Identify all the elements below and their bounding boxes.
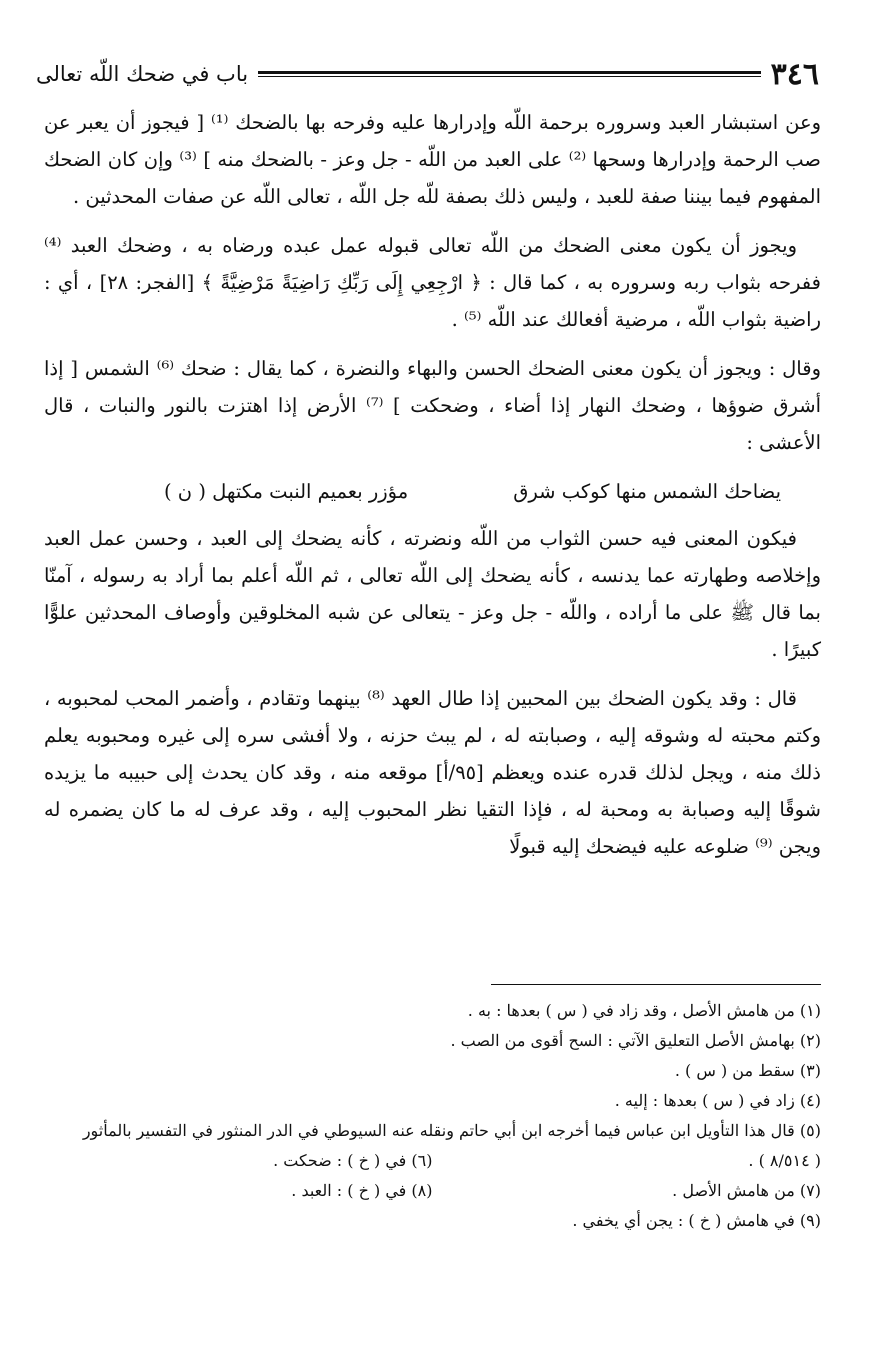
paragraph: وقال : ويجوز أن يكون معنى الضحك الحسن والبهاء والنضرة ، كما يقال : ضحك ⁽⁶⁾ الشمس [ إذا أشرق ضوؤها ، وضحك النهار إذا أضاء ، وضحكت ] ⁽⁷⁾ الأرض إذا اهتزت بالنور والنبات ، قال الأعشى : [44, 357, 821, 454]
poetry-verse [44, 473, 821, 510]
verse-hemistich-2: مؤزر بعميم النبت مكتهل ( ن ) [164, 480, 409, 503]
footnote: (٤) زاد في ( س ) بعدها : إليه . [614, 1091, 821, 1110]
verse-hemistich-1: يضاحك الشمس منها كوكب شرق [513, 480, 781, 503]
footnote: (٣) سقط من ( س ) . [674, 1061, 821, 1080]
paragraph: قال : وقد يكون الضحك بين المحبين إذا طال العهد ⁽⁸⁾ بينهما وتقادم ، وأضمر المحب لمحبوبه ، وكتم محبته له وشوقه إليه ، وصبابته له ، لم يبث حزنه ، ولا أفشى سره إلى غيره ومحبوبه يعلم ذلك منه ، ويجل لذلك قدره عنده ويعظم [٩٥/أ] موقعه منه ، وقد كان يحدث إلى حبيبه ما يزيده شوقًا إليه وصبابة به ومحبة له ، فإذا التقيا نظر المحبوب إليه ، وقد عرف له ما كان يضمره له ويجن ⁽⁹⁾ ضلوعه عليه فيضحك إليه قبولًا [44, 687, 821, 858]
footnote-row [44, 1146, 821, 1176]
footnote: (٩) في هامش ( خ ) : يجن أي يخفي . [572, 1211, 821, 1230]
paragraph: فيكون المعنى فيه حسن الثواب من اللّه ونضرته ، كأنه يضحك إلى العبد ، وحسن عمل العبد وإخلاصه وطهارته عما يدنسه ، كأنه يضحك إلى اللّه تعالى ، ثم اللّه أعلم بما أراد به رسوله ، آمنّا بما قال ﷺ على ما أراده ، واللّه - جل وعز - يتعالى عن شبه المخلوقين وأوصاف المحدثين علوًّا كبيرًا . [44, 527, 821, 661]
footnote: (٨) في ( خ ) : العبد . [291, 1181, 433, 1200]
header-rule [258, 71, 761, 77]
footnote: (٦) في ( خ ) : ضحكت . [273, 1151, 433, 1170]
paragraph: ويجوز أن يكون معنى الضحك من اللّه تعالى قبوله عمل عبده ورضاه به ، وضحك العبد ⁽⁴⁾ ففرحه بثواب ربه وسروره به ، كما قال : ﴿ ارْجِعِي إِلَى رَبِّكِ رَاضِيَةً مَرْضِيَّةً ﴾ [الفجر: ٢٨] ، أي : راضية بثواب اللّه ، مرضية أفعالك عند اللّه ⁽⁵⁾ . [44, 234, 821, 331]
footnotes [44, 996, 821, 1236]
footnote: (٧) من هامش الأصل . [672, 1181, 821, 1200]
footnote-separator [491, 984, 821, 985]
footnote: (١) من هامش الأصل ، وقد زاد في ( س ) بعدها : به . [467, 1001, 821, 1020]
footnote: ( ٨/٥١٤ ) . [748, 1151, 821, 1170]
page-header [36, 56, 819, 92]
running-title: باب في ضحك اللّه تعالى [36, 62, 249, 86]
footnote: (٢) بهامش الأصل التعليق الآتي : السح أقوى من الصب . [450, 1031, 821, 1050]
footnote: (٥) قال هذا التأويل ابن عباس فيما أخرجه ابن أبي حاتم ونقله عنه السيوطي في الدر المنثور في التفسير بالمأثور [82, 1121, 821, 1140]
page-number: ٣٤٦ [770, 56, 819, 92]
paragraph: وعن استبشار العبد وسروره برحمة اللّه وإدرارها عليه وفرحه بها بالضحك ⁽¹⁾ [ فيجوز أن يعبر عن صب الرحمة وإدرارها وسحها ⁽²⁾ على العبد من اللّه - جل وعز - بالضحك منه ] ⁽³⁾ وإن كان الضحك المفهوم فيما بيننا صفة للعبد ، وليس ذلك بصفة للّه جل اللّه ، تعالى اللّه عن صفات المحدثين . [44, 111, 821, 208]
main-text [44, 104, 821, 877]
footnote-row [44, 1176, 821, 1206]
